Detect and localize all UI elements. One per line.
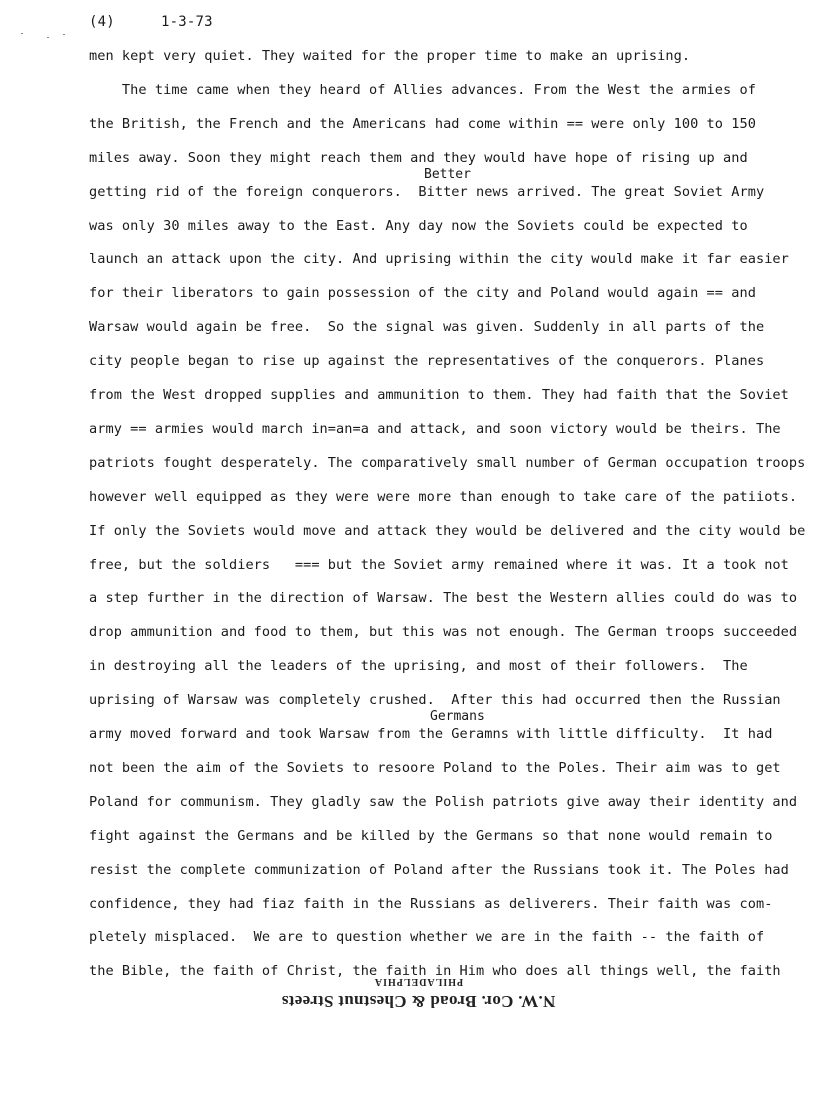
- text-line: the British, the French and the Americans had come within == were only 100 to 150: [89, 115, 756, 132]
- scan-speck: [47, 37, 49, 38]
- text-line: however well equipped as they were were more than enough to take care of the patiiots.: [89, 488, 798, 505]
- text-line: miles away. Soon they might reach them and they would have hope of rising up and: [89, 149, 748, 166]
- text-line: confidence, they had fiaz faith in the Russians as deliverers. Their faith was com-: [89, 895, 773, 912]
- text-line: launch an attack upon the city. And uprising within the city would make it far easier: [89, 251, 789, 268]
- text-line: city people began to rise up against the representatives of the conquerors. Planes: [89, 353, 765, 370]
- text-line: Warsaw would again be free. So the signal was given. Suddenly in all parts of the: [89, 319, 765, 336]
- text-line: uprising of Warsaw was completely crushed. After this had occurred then the Russian: [89, 692, 781, 709]
- footer-address: N.W. Cor. Broad & Chestnut Streets: [281, 992, 556, 1011]
- text-line: fight against the Germans and be killed by the Germans so that none would remain to: [89, 827, 773, 844]
- page-date: 1-3-73: [161, 14, 213, 30]
- text-line: pletely misplaced. We are to question whether we are in the faith -- the faith of: [89, 929, 765, 946]
- text-line: If only the Soviets would move and attack they would be delivered and the city would be: [89, 522, 806, 539]
- text-line: army moved forward and took Warsaw from the Geramns with little difficulty. It had: [89, 726, 773, 742]
- text-line: not been the aim of the Soviets to resoore Poland to the Poles. Their aim was to get: [89, 759, 781, 776]
- scan-speck: [63, 34, 65, 35]
- text-line: was only 30 miles away to the East. Any day now the Soviets could be expected to: [89, 217, 748, 234]
- text-line: a step further in the direction of Warsaw. The best the Western allies could do was to: [89, 590, 798, 607]
- text-line: patriots fought desperately. The comparatively small number of German occupation troops: [89, 454, 806, 471]
- page-header: [89, 14, 213, 30]
- text-line: Poland for communism. They gladly saw the Polish patriots give away their identity and: [89, 793, 798, 810]
- page-number: (4): [89, 14, 115, 30]
- text-line: drop ammunition and food to them, but this was not enough. The German troops succeeded: [89, 624, 798, 641]
- handwritten-insert-better: Better: [424, 167, 471, 182]
- text-line: free, but the soldiers === but the Soviet army remained where it was. It a took not: [89, 556, 789, 573]
- scan-speck: [21, 33, 23, 34]
- footer-city: PHILADELPHIA: [373, 976, 464, 987]
- text-line: from the West dropped supplies and ammunition to them. They had faith that the Soviet: [89, 387, 789, 403]
- text-line: the Bible, the faith of Christ, the faith in Him who does all things well, the faith: [89, 963, 781, 980]
- text-line: army == armies would march in=an=a and attack, and soon victory would be theirs. The: [89, 420, 781, 437]
- handwritten-insert-germans: Germans: [430, 709, 485, 724]
- text-line: The time came when they heard of Allies advances. From the West the armies of: [89, 81, 756, 98]
- text-line: men kept very quiet. They waited for the proper time to make an uprising.: [89, 48, 691, 64]
- text-line: resist the complete communization of Poland after the Russians took it. The Poles had: [89, 861, 789, 878]
- text-line: for their liberators to gain possession of the city and Poland would again == and: [89, 285, 756, 302]
- text-line: getting rid of the foreign conquerors. Bitter news arrived. The great Soviet Army: [89, 183, 765, 200]
- text-line: in destroying all the leaders of the uprising, and most of their followers. The: [89, 658, 748, 675]
